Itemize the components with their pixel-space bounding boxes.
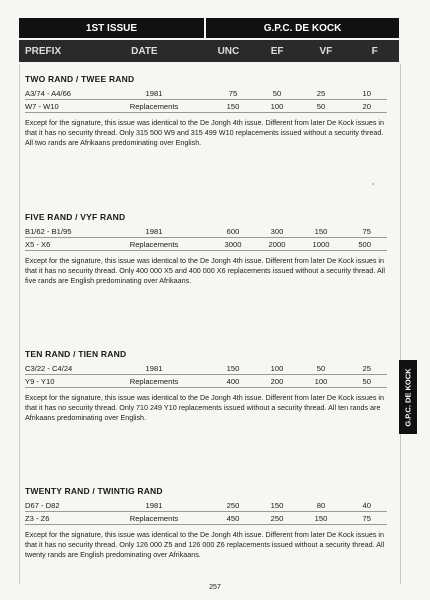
row-date: 1981 xyxy=(145,363,163,373)
scan-speck xyxy=(372,183,374,185)
row-date: Replacements xyxy=(129,101,179,111)
row-ef: 200 xyxy=(270,376,284,386)
signatory-title: G.P.C. DE KOCK xyxy=(263,22,342,34)
row-date: Replacements xyxy=(129,513,179,523)
side-tab-label: G.P.C. DE KOCK xyxy=(403,367,413,427)
section-title: TWENTY RAND / TWINTIG RAND xyxy=(25,486,163,496)
column-header-date: DATE xyxy=(131,45,158,57)
row-vf: 25 xyxy=(316,88,326,98)
row-date: 1981 xyxy=(145,226,163,236)
row-vf: 1000 xyxy=(312,239,330,249)
table-row xyxy=(25,362,387,375)
page-number: 257 xyxy=(209,584,221,591)
header-title-row xyxy=(19,18,399,38)
issue-title: 1ST ISSUE xyxy=(19,18,206,38)
row-date: Replacements xyxy=(129,376,179,386)
row-vf: 100 xyxy=(314,376,328,386)
row-f: 75 xyxy=(362,226,371,236)
row-vf: 150 xyxy=(314,513,328,523)
row-f: 20 xyxy=(362,101,371,111)
row-f: 25 xyxy=(362,363,371,373)
row-vf: 50 xyxy=(316,363,326,373)
row-vf: 50 xyxy=(316,101,326,111)
row-vf: 150 xyxy=(314,226,328,236)
section-title: TWO RAND / TWEE RAND xyxy=(25,74,135,84)
column-header-vf: VF xyxy=(319,45,333,57)
row-vf: 80 xyxy=(316,500,326,510)
row-unc: 75 xyxy=(228,88,238,98)
section-title: FIVE RAND / VYF RAND xyxy=(25,212,126,222)
column-header-f: F xyxy=(371,45,378,57)
table-row xyxy=(25,225,387,238)
section-ten-rand xyxy=(25,349,387,423)
row-ef: 250 xyxy=(270,513,284,523)
row-ef: 2000 xyxy=(268,239,286,249)
row-prefix: Y9 - Y10 xyxy=(25,376,55,386)
row-unc: 150 xyxy=(226,101,240,111)
section-five-rand xyxy=(25,212,387,286)
column-header-row xyxy=(19,40,399,62)
row-prefix: B1/62 - B1/95 xyxy=(25,226,72,236)
table-row xyxy=(25,512,387,525)
row-unc: 250 xyxy=(226,500,240,510)
section-two-rand xyxy=(25,74,387,148)
row-f: 40 xyxy=(362,500,371,510)
section-description: Except for the signature, this issue was identical to the De Jongh 4th issue. Different from later De Kock issues in that it has no security thread. Only 126 000 Z5 and 126 000 Z6 replacements issued without a security thread. All twenty rands are English predominating over Afrikaans. xyxy=(25,530,385,559)
side-tab xyxy=(399,360,417,434)
section-twenty-rand xyxy=(25,486,387,560)
table-row xyxy=(25,100,387,113)
row-f: 10 xyxy=(362,88,371,98)
row-prefix: W7 - W10 xyxy=(25,101,59,111)
column-header-prefix: PREFIX xyxy=(25,45,62,57)
column-header-unc: UNC xyxy=(217,45,240,57)
row-f: 75 xyxy=(362,513,371,523)
row-date: 1981 xyxy=(145,88,163,98)
row-prefix: D67 - D82 xyxy=(25,500,60,510)
row-ef: 300 xyxy=(270,226,284,236)
row-prefix: A3/74 - A4/66 xyxy=(25,88,72,98)
row-prefix: X5 - X6 xyxy=(25,239,51,249)
row-unc: 150 xyxy=(226,363,240,373)
row-f: 500 xyxy=(358,239,371,249)
section-title: TEN RAND / TIEN RAND xyxy=(25,349,127,359)
row-unc: 450 xyxy=(226,513,240,523)
column-header-ef: EF xyxy=(270,45,284,57)
table-row xyxy=(25,87,387,100)
row-date: Replacements xyxy=(129,239,179,249)
table-row xyxy=(25,238,387,251)
row-unc: 400 xyxy=(226,376,240,386)
row-f: 50 xyxy=(362,376,371,386)
row-ef: 100 xyxy=(270,363,284,373)
section-description: Except for the signature, this issue was identical to the De Jongh 4th issue. Different from later De Kock issues in that it has no security thread. Only 315 500 W9 and 315 499 W10 replacements issued without a security thread. All two rands are Afrikaans predominating over English. xyxy=(25,118,385,147)
row-unc: 600 xyxy=(226,226,240,236)
row-unc: 3000 xyxy=(224,239,242,249)
table-header xyxy=(19,18,399,62)
table-row xyxy=(25,499,387,512)
row-ef: 150 xyxy=(270,500,284,510)
row-date: 1981 xyxy=(145,500,163,510)
row-prefix: Z3 - Z6 xyxy=(25,513,50,523)
section-description: Except for the signature, this issue was identical to the De Jongh 4th issue. Different from later De Kock issues in that it has no security thread. Only 710 249 Y10 replacements issued without a security thread. All ten rands are Afrikaans predominating over English. xyxy=(25,393,385,422)
row-prefix: C3/22 - C4/24 xyxy=(25,363,73,373)
table-row xyxy=(25,375,387,388)
row-ef: 50 xyxy=(272,88,282,98)
section-description: Except for the signature, this issue was identical to the De Jongh 4th issue. Different from later De Kock issues in that it has no security thread. Only 400 000 X5 and 400 000 X6 replacements issued without a security thread. All five rands are English predominating over Afrikaans. xyxy=(25,256,385,285)
row-ef: 100 xyxy=(270,101,284,111)
